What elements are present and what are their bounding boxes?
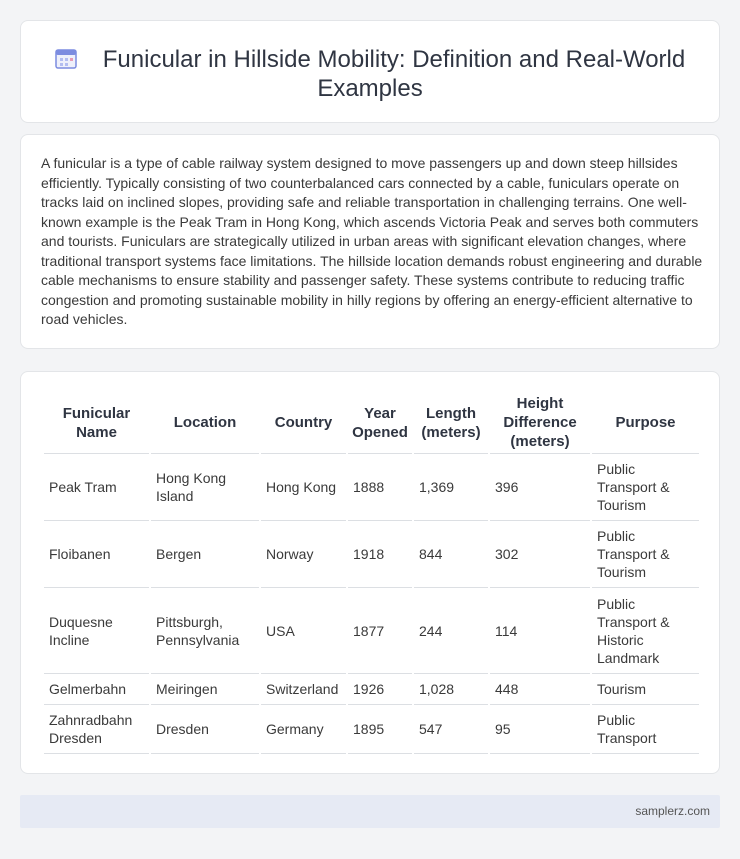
table-cell: 547 [414, 705, 488, 754]
table-header-row [44, 392, 699, 454]
table-cell: Tourism [592, 674, 699, 705]
column-header: Country [261, 392, 346, 454]
table-cell: 1,369 [414, 454, 488, 521]
table-cell: Bergen [151, 521, 259, 588]
table-cell: 302 [490, 521, 590, 588]
column-header: Funicular Name [44, 392, 149, 454]
table-cell: Germany [261, 705, 346, 754]
table-cell: 114 [490, 588, 590, 674]
page-title: Funicular in Hillside Mobility: Definition and Real-World Examples [102, 46, 686, 102]
footer-bar [20, 795, 720, 828]
table-cell: Hong Kong Island [151, 454, 259, 521]
table-row [44, 705, 699, 754]
table-cell: 244 [414, 588, 488, 674]
table-cell: Peak Tram [44, 454, 149, 521]
table-cell: Hong Kong [261, 454, 346, 521]
table-cell: Floibanen [44, 521, 149, 588]
table-row [44, 521, 699, 588]
table-cell: Pittsburgh, Pennsylvania [151, 588, 259, 674]
table-cell: Public Transport & Tourism [592, 521, 699, 588]
table-cell: Norway [261, 521, 346, 588]
table-cell: Public Transport [592, 705, 699, 754]
footer-brand-link[interactable]: samplerz.com [635, 804, 710, 818]
description-text: A funicular is a type of cable railway system designed to move passengers up and down steep hillsides efficiently. Typically consisting of two counterbalanced cars connected by a cable, funiculars operate on tracks laid on inclined slopes, providing safe and reliable transportation in challenging terrains. One well-known example is the Peak Tram in Hong Kong, which ascends Victoria Peak and serves both commuters and tourists. Funiculars are strategically utilized in urban areas with significant elevation changes, where traditional transport systems face limitations. The hillside location demands robust engineering and durable cable mechanisms to ensure stability and passenger safety. These systems contribute to reducing traffic congestion and promoting sustainable mobility in hilly regions by offering an energy-efficient alternative to road vehicles. [41, 155, 703, 327]
table-cell: 1895 [348, 705, 412, 754]
column-header: Height Difference (meters) [490, 392, 590, 454]
column-header: Length (meters) [414, 392, 488, 454]
table-cell: 1918 [348, 521, 412, 588]
table-cell: 95 [490, 705, 590, 754]
table-cell: Duquesne Incline [44, 588, 149, 674]
table-cell: 1926 [348, 674, 412, 705]
table-row [44, 674, 699, 705]
table-cell: Public Transport & Tourism [592, 454, 699, 521]
table-card [20, 371, 720, 774]
funicular-table [42, 392, 701, 754]
table-cell: Gelmerbahn [44, 674, 149, 705]
column-header: Purpose [592, 392, 699, 454]
table-row [44, 588, 699, 674]
table-cell: 844 [414, 521, 488, 588]
calendar-icon [55, 47, 77, 69]
table-row [44, 454, 699, 521]
table-cell: 448 [490, 674, 590, 705]
table-cell: 396 [490, 454, 590, 521]
description-card [20, 134, 720, 349]
table-cell: Public Transport & Historic Landmark [592, 588, 699, 674]
table-cell: 1877 [348, 588, 412, 674]
column-header: Year Opened [348, 392, 412, 454]
table-cell: Switzerland [261, 674, 346, 705]
page-title-wrap [41, 45, 699, 103]
table-cell: USA [261, 588, 346, 674]
table-cell: Meiringen [151, 674, 259, 705]
column-header: Location [151, 392, 259, 454]
table-cell: Dresden [151, 705, 259, 754]
table-cell: 1888 [348, 454, 412, 521]
table-cell: Zahnradbahn Dresden [44, 705, 149, 754]
title-card [20, 20, 720, 123]
table-cell: 1,028 [414, 674, 488, 705]
